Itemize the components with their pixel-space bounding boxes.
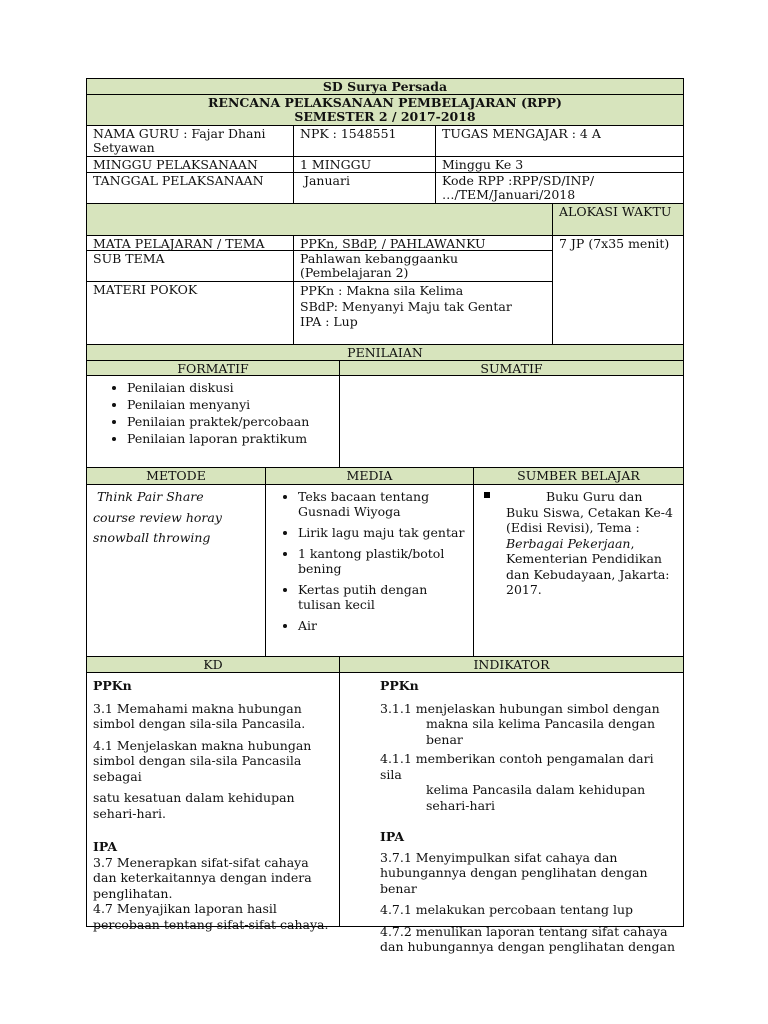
info-row-minggu (86, 157, 684, 173)
metode-item: snowball throwing (93, 530, 211, 545)
kd-item: 3.7 Menerapkan sifat-sifat cahaya dan keterkaitannya dengan indera penglihatan. (93, 854, 312, 901)
media-item: • Kertas putih dengan tulisan kecil (298, 582, 467, 612)
media-list (266, 489, 467, 633)
doc-title: RENCANA PELAKSANAAN PEMBELAJARAN (RPP) (208, 95, 562, 110)
metode-item: Think Pair Share (93, 489, 204, 504)
sumber-header: SUMBER BELAJAR (473, 468, 683, 484)
subtema-line2: (Pembelajaran 2) (300, 265, 409, 280)
kd-item: satu kesatuan dalam kehidupan sehari-hari. (93, 790, 295, 821)
mapel-label: MATA PELAJARAN / TEMA (93, 236, 265, 251)
formatif-item: • Penilaian menyanyi (127, 396, 333, 413)
npk-cell: NPK : 1548551 (293, 126, 435, 156)
materi-item: IPA : Lup (300, 314, 358, 329)
info-row-guru (86, 126, 684, 157)
kd-header-row (86, 657, 684, 673)
indikator-item: 4.7.2 menulikan laporan tentang sifat cahaya dan hubungannya dengan penglihatan dengan (380, 923, 676, 954)
kode-rpp-line2: …/TEM/Januari/2018 (442, 187, 576, 202)
minggu-ke: Minggu Ke 3 (435, 157, 683, 172)
media-item: • 1 kantong plastik/botol bening (298, 546, 467, 576)
alokasi-label: ALOKASI WAKTU (552, 204, 683, 235)
indikator-item: 3.7.1 Menyimpulkan sifat cahaya dan hubungannya dengan penglihatan dengan benar (380, 849, 648, 896)
sumatif-content (339, 376, 683, 467)
indikator-item: 4.1.1 memberikan contoh pengamalan dari sila (380, 751, 654, 782)
kd-item: 4.1 Menjelaskan makna hubungan simbol dengan sila-sila Pancasila sebagai (93, 737, 312, 784)
metode-header-row (86, 468, 684, 485)
indikator-item: kelima Pancasila dalam kehidupan sehari-hari (426, 782, 646, 813)
school-row (86, 78, 684, 95)
formatif-header: FORMATIF (177, 361, 249, 376)
media-item: • Teks bacaan tentang Gusnadi Wiyoga (298, 489, 467, 519)
guru-cell: NAMA GURU : Fajar Dhani Setyawan (93, 126, 266, 155)
formatif-sumatif-row (86, 361, 684, 376)
title-row (86, 95, 684, 126)
square-bullet-icon (484, 492, 490, 498)
indikator-header: INDIKATOR (339, 657, 683, 672)
media-item: • Lirik lagu maju tak gentar (298, 525, 467, 540)
penilaian-row (86, 345, 684, 361)
media-item: • Air (298, 618, 467, 633)
mapel-block (86, 236, 684, 345)
formatif-list (87, 379, 333, 447)
subtema-label: SUB TEMA (93, 251, 165, 266)
kode-rpp-line1: Kode RPP :RPP/SD/INP/ (442, 173, 595, 188)
kd-item: 4.7 Menyajikan laporan hasil percobaan tentang sifat-sifat cahaya. (93, 901, 329, 932)
kd-content-row (86, 673, 684, 954)
tugas-cell: TUGAS MENGAJAR : 4 A (435, 126, 683, 156)
materi-label: MATERI POKOK (93, 282, 198, 297)
media-header: MEDIA (265, 468, 473, 484)
metode-header: METODE (146, 468, 206, 483)
kd-ppkn-heading: PPKn (93, 678, 132, 693)
indikator-item: makna sila kelima Pancasila dengan benar (426, 716, 656, 747)
formatif-item: • Penilaian diskusi (127, 379, 333, 396)
formatif-item: • Penilaian praktek/percobaan (127, 413, 333, 430)
ind-ipa-heading: IPA (380, 829, 405, 844)
sumatif-header: SUMATIF (339, 361, 683, 375)
formatif-content-row (86, 376, 684, 468)
metode-content-row (86, 485, 684, 657)
info-row-tanggal (86, 173, 684, 204)
kd-ipa-heading: IPA (93, 839, 118, 854)
school-name: SD Surya Persada (322, 79, 448, 94)
kd-item: 3.1 Memahami makna hubungan simbol dengan sila-sila Pancasila. (93, 700, 306, 731)
semester: SEMESTER 2 / 2017-2018 (294, 109, 476, 124)
alokasi-header-row (86, 204, 684, 236)
formatif-item: • Penilaian laporan praktikum (127, 430, 333, 447)
alokasi-value: 7 JP (7x35 menit) (552, 236, 683, 344)
subtema-line1: Pahlawan kebanggaanku (300, 251, 459, 266)
penilaian-header: PENILAIAN (347, 345, 423, 360)
minggu-label: MINGGU PELAKSANAAN (93, 157, 258, 172)
kd-header: KD (203, 657, 223, 672)
rpp-document (86, 78, 684, 954)
materi-item: PPKn : Makna sila Kelima (300, 283, 464, 298)
tanggal-value: Januari (293, 173, 435, 203)
indikator-item: 4.7.1 melakukan percobaan tentang lup (380, 902, 634, 917)
tanggal-label: TANGGAL PELAKSANAAN (93, 173, 264, 188)
sumber-text: Buku Guru dan Buku Siswa, Cetakan Ke-4 (Edisi Revisi), Tema : Berbagai Pekerjaan, Kementerian Pendidikan dan Kebudayaan, Jakarta: 2017. (506, 489, 673, 597)
minggu-value: 1 MINGGU (293, 157, 435, 172)
mapel-value: PPKn, SBdP, / PAHLAWANKU (293, 236, 552, 250)
ind-ppkn-heading: PPKn (380, 678, 419, 693)
materi-item: SBdP: Menyanyi Maju tak Gentar (300, 298, 512, 314)
sumber-tema-italic: Berbagai Pekerjaan (506, 535, 631, 551)
indikator-item: 3.1.1 menjelaskan hubungan simbol dengan (380, 700, 660, 716)
metode-item: course review horay (93, 509, 222, 525)
